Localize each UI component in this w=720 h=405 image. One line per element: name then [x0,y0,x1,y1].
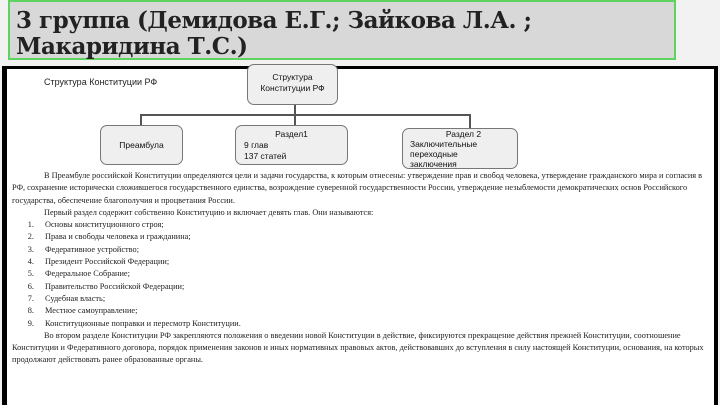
root-line-1: Структура [272,72,313,82]
list-number: 1. [27,220,34,230]
connector-horizontal [140,114,471,116]
list-item [12,231,712,243]
list-number: 8. [27,306,34,316]
list-item [12,244,712,256]
section1-box [235,125,348,165]
paragraph-section1: Первый раздел содержит собственно Конституцию и включает девять глав. Они называются: [44,207,374,217]
section2-line-2: переходные [410,149,458,159]
section1-chapters: 9 глав [244,140,269,150]
chapters-list [12,219,712,330]
list-number: 4. [27,257,34,267]
section2-box [402,128,518,169]
list-text: Основы конституционного строя; [45,220,164,230]
list-text: Федеративное устройство; [45,244,139,254]
diagram-label: Структура Конституции РФ [44,77,158,87]
section2-line-1: Заключительные [410,139,478,149]
root-line-2: Конституции РФ [260,83,325,93]
list-text: Правительство Российской Федерации; [45,281,185,291]
list-item [12,256,712,268]
list-text: Федеральное Собрание; [45,269,130,279]
list-text: Местное самоуправление; [45,306,138,316]
connector-left [140,114,142,125]
connector-middle [294,114,296,125]
body-text [12,170,712,367]
list-number: 5. [27,269,34,279]
root-box [247,64,338,105]
list-number: 2. [27,232,34,242]
list-item [12,293,712,305]
list-item [12,281,712,293]
section2-line-3: заключения [410,159,457,169]
paragraph-preamble: В Преамбуле российской Конституции определяются цели и задачи государства, к которым отнесены: утверждение прав и свобод человека, утверждение гражданского мира и согласия в РФ, сохранение исторически сложившегося государственного единства, возрождение суверенной государственности России, утверждение незыблемости демократических основ Российского государства, обеспечение благополучия и процветания России. [12,171,703,205]
list-number: 3. [27,244,34,254]
list-item [12,305,712,317]
section1-title: Раздел1 [275,129,308,139]
title-box [8,0,676,60]
slide-title: 3 группа (Демидова Е.Г.; Зайкова Л.А. ; Макаридина Т.С.) [16,7,532,60]
connector-right [469,114,471,128]
list-item [12,318,712,330]
list-text: Права и свободы человека и гражданина; [45,232,191,242]
list-item [12,268,712,280]
section2-title: Раздел 2 [445,129,482,139]
preamble-box [100,125,183,165]
list-number: 9. [27,318,34,328]
list-text: Судебная власть; [45,293,106,303]
list-text: Конституционные поправки и пересмотр Конституции. [45,318,241,328]
paragraph-section2: Во втором разделе Конституции РФ закрепляются положения о введении новой Конституции в действие, фиксируются прекращение действия прежней Конституции, соотношение Конституции и Федеративного договора, порядок применения законов и иных нормативных правовых актов, действовавших до вступления в силу настоящей Конституции, основания, на которых продолжают действовать ранее образованные органы. [12,330,704,365]
section1-articles: 137 статей [244,151,287,161]
preamble-label: Преамбула [119,140,164,150]
list-number: 7. [27,293,34,303]
list-text: Президент Российской Федерации; [45,257,170,267]
list-number: 6. [27,281,34,291]
list-item [12,219,712,231]
